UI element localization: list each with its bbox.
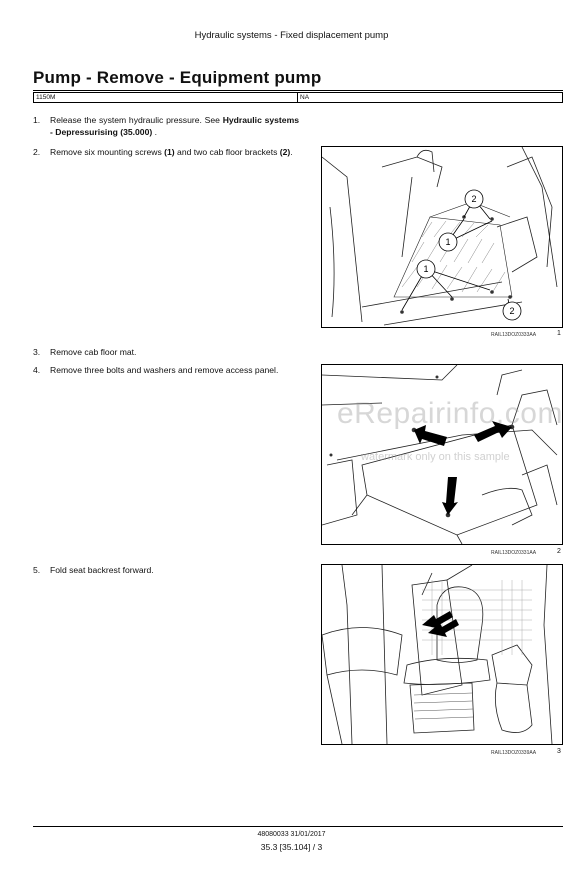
figure-number: 3 xyxy=(557,748,561,755)
page-number: 35.3 [35.104] / 3 xyxy=(260,842,323,852)
figure-3-seat xyxy=(321,564,563,745)
figure-number: 2 xyxy=(557,548,561,555)
footer-rule xyxy=(33,826,563,827)
callout-label: 2 xyxy=(509,306,515,316)
figure-1-drawing xyxy=(322,147,562,327)
document-number: 48080033 31/01/2017 xyxy=(257,831,326,838)
step-2 xyxy=(33,146,299,158)
figure-1-cab-floor xyxy=(321,146,563,328)
watermark-text: eRepairinfo.com xyxy=(337,397,563,430)
step-text-end: . xyxy=(152,127,157,137)
callout-ref: (2) xyxy=(279,147,291,157)
running-header: Hydraulic systems - Fixed displacement pump xyxy=(194,30,389,41)
figure-code: RAIL13DOZ0333AA xyxy=(491,332,537,338)
callout-label: 2 xyxy=(471,194,477,204)
market-cell: NA xyxy=(300,94,310,101)
step-text-end: . xyxy=(290,147,293,157)
step-number: 5. xyxy=(33,565,41,575)
step-5 xyxy=(33,564,299,576)
figure-number: 1 xyxy=(557,330,561,337)
step-text: Fold seat backrest forward. xyxy=(50,565,154,575)
callout-ref: (1) xyxy=(164,147,175,157)
step-text: Release the system hydraulic pressure. See xyxy=(50,115,223,125)
callout-label: 1 xyxy=(445,237,451,247)
step-4 xyxy=(33,364,299,376)
step-text: Remove six mounting screws xyxy=(50,147,165,157)
applicability-table xyxy=(33,92,563,103)
step-1 xyxy=(33,114,299,138)
figure-code: RAIL13DOZ0331AA xyxy=(491,550,537,556)
step-3 xyxy=(33,346,299,358)
model-cell: 1150M xyxy=(34,93,298,102)
watermark-subtext: watermark only on this sample xyxy=(361,451,510,463)
step-text: Remove three bolts and washers and remove access panel. xyxy=(50,365,279,375)
step-number: 2. xyxy=(33,147,41,157)
callout-label: 1 xyxy=(423,264,429,274)
figure-code: RAIL13DOZ0339AA xyxy=(491,750,537,756)
step-text: Remove cab floor mat. xyxy=(50,347,137,357)
step-number: 4. xyxy=(33,365,41,375)
title-rule xyxy=(33,90,563,91)
step-number: 3. xyxy=(33,347,41,357)
procedure-title: Pump - Remove - Equipment pump xyxy=(33,68,322,87)
step-number: 1. xyxy=(33,115,41,125)
figure-3-drawing xyxy=(322,565,562,744)
step-text: and two cab floor brackets xyxy=(174,147,280,157)
cross-reference-link[interactable]: Hydraulic systems - Depressurising (35.000) xyxy=(50,115,299,137)
